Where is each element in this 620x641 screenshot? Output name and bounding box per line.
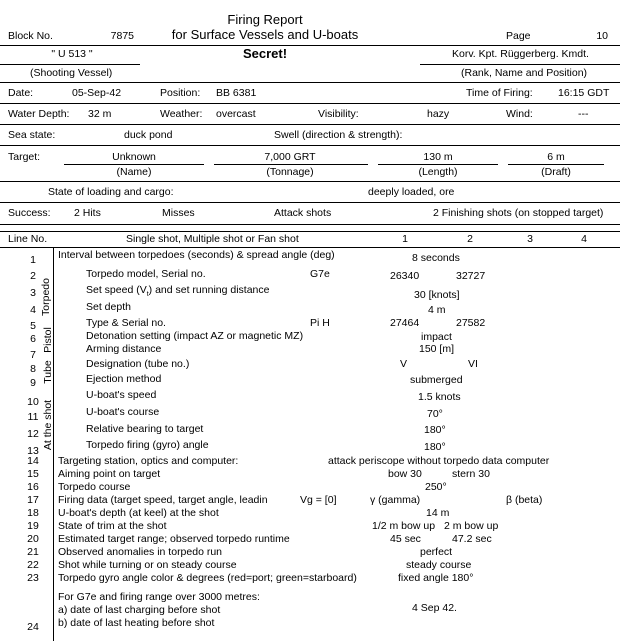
divider <box>0 103 620 104</box>
row-17-label: Firing data (target speed, target angle, leadin <box>58 494 268 506</box>
row-8-value-1: V <box>400 358 408 370</box>
vessel-caption: (Shooting Vessel) <box>30 67 113 79</box>
row-24-value: 4 Sep 42. <box>412 602 457 614</box>
row-17-no: 17 <box>27 494 39 506</box>
report-subtitle: for Surface Vessels and U-boats <box>171 27 359 42</box>
row-1-label: Interval between torpedoes (seconds) & spread angle (deg) <box>58 249 335 261</box>
row-13-no: 13 <box>27 445 39 457</box>
row-17-vg: Vg = [0] <box>300 494 337 506</box>
divider <box>0 224 620 225</box>
row-10-value: 1.5 knots <box>418 391 461 403</box>
target-name: Unknown <box>112 151 156 163</box>
row-2-no: 2 <box>30 270 36 282</box>
row-15-label: Aiming point on target <box>58 468 161 480</box>
shot-type-header: Single shot, Multiple shot or Fan shot <box>126 233 299 245</box>
target-label: Target: <box>8 151 41 163</box>
row-5-label: Type & Serial no. <box>86 317 166 329</box>
sea-state-value: duck pond <box>124 129 173 141</box>
row-19-value-2: 2 m bow up <box>444 520 499 532</box>
report-title: Firing Report <box>227 12 303 27</box>
row-5-no: 5 <box>30 320 36 332</box>
block-value: 7875 <box>110 30 134 42</box>
misses-label: Misses <box>162 207 195 219</box>
row-2-label: Torpedo model, Serial no. <box>86 268 206 280</box>
row-4-value: 4 m <box>428 304 446 316</box>
divider <box>0 64 140 65</box>
row-17-beta: β (beta) <box>506 494 543 506</box>
target-length: 130 m <box>423 151 453 163</box>
row-16-no: 16 <box>27 481 39 493</box>
wind-value: --- <box>578 108 589 120</box>
row-2-value-1: 26340 <box>390 270 420 282</box>
row-4-label: Set depth <box>86 301 131 313</box>
col-4-header: 4 <box>581 233 587 245</box>
row-13-label: Torpedo firing (gyro) angle <box>86 439 209 451</box>
row-3-value: 30 [knots] <box>414 289 460 301</box>
vessel-name: " U 513 " <box>51 48 93 60</box>
row-11-no: 11 <box>27 411 39 423</box>
row-12-no: 12 <box>27 428 39 440</box>
row-11-label: U-boat's course <box>86 406 160 418</box>
row-15-no: 15 <box>27 468 39 480</box>
row-20-no: 20 <box>27 533 39 545</box>
row-8-label: Designation (tube no.) <box>86 358 190 370</box>
row-22-no: 22 <box>27 559 39 571</box>
row-5-value-1: 27464 <box>390 317 420 329</box>
row-3-no: 3 <box>30 287 36 299</box>
divider <box>0 202 620 203</box>
row-4-no: 4 <box>30 304 36 316</box>
row-10-label: U-boat's speed <box>86 389 157 401</box>
row-14-value: attack periscope without torpedo data computer <box>328 455 550 467</box>
depth-value: 32 m <box>88 108 112 120</box>
row-20-value-1: 45 sec <box>390 533 421 545</box>
position-label: Position: <box>160 87 201 99</box>
weather-label: Weather: <box>160 108 203 120</box>
divider <box>420 64 620 65</box>
row-16-value: 250° <box>425 481 447 493</box>
visibility-label: Visibility: <box>318 108 359 120</box>
col-3-header: 3 <box>527 233 533 245</box>
date-value: 05-Sep-42 <box>72 87 122 99</box>
row-20-value-2: 47.2 sec <box>452 533 492 545</box>
group-tube: Tube <box>42 360 54 384</box>
row-23-value: fixed angle 180° <box>398 572 474 584</box>
row-7-value: 150 [m] <box>419 343 455 355</box>
page-label: Page <box>506 30 531 42</box>
row-13-value: 180° <box>424 441 446 453</box>
row-6-no: 6 <box>30 333 36 345</box>
success-label: Success: <box>8 207 51 219</box>
sea-state-label: Sea state: <box>8 129 56 141</box>
line-no-header: Line No. <box>8 233 48 245</box>
row-23-no: 23 <box>27 572 39 584</box>
row-19-value-1: 1/2 m bow up <box>372 520 436 532</box>
row-15-value-1: bow 30 <box>388 468 422 480</box>
col-1-header: 1 <box>402 233 408 245</box>
commander-caption: (Rank, Name and Position) <box>461 67 588 79</box>
row-24-label-2: a) date of last charging before shot <box>58 604 221 616</box>
table-top-border <box>0 231 620 232</box>
secret-label: Secret! <box>242 46 288 61</box>
page-value: 10 <box>596 30 608 42</box>
loading-value: deeply loaded, ore <box>368 186 455 198</box>
row-7-label: Arming distance <box>86 343 162 355</box>
row-8-value-2: VI <box>468 358 478 370</box>
tonnage-caption: (Tonnage) <box>266 166 314 178</box>
row-10-no: 10 <box>27 396 39 408</box>
row-14-label: Targeting station, optics and computer: <box>58 455 239 467</box>
row-7-no: 7 <box>30 349 36 361</box>
row-21-label: Observed anomalies in torpedo run <box>58 546 223 558</box>
row-17-gamma: γ (gamma) <box>370 494 421 506</box>
row-18-label: U-boat's depth (at keel) at the shot <box>58 507 219 519</box>
name-caption: (Name) <box>116 166 152 178</box>
divider <box>64 164 204 165</box>
row-2-type: G7e <box>310 268 330 280</box>
divider <box>378 164 498 165</box>
position-value: BB 6381 <box>216 87 257 99</box>
row-9-value: submerged <box>410 374 463 386</box>
row-18-no: 18 <box>27 507 39 519</box>
divider <box>214 164 368 165</box>
col-2-header: 2 <box>467 233 473 245</box>
swell-label: Swell (direction & strength): <box>274 129 403 141</box>
row-9-no: 9 <box>30 377 36 389</box>
row-15-value-2: stern 30 <box>452 468 490 480</box>
target-draft: 6 m <box>547 151 565 163</box>
row-12-label: Relative bearing to target <box>86 423 204 435</box>
wind-label: Wind: <box>506 108 533 120</box>
target-tonnage: 7,000 GRT <box>264 151 316 163</box>
length-caption: (Length) <box>418 166 458 178</box>
finishing-shots: 2 Finishing shots (on stopped target) <box>433 207 604 219</box>
hits-value: 2 Hits <box>74 207 101 219</box>
row-24-no: 24 <box>27 621 39 633</box>
visibility-value: hazy <box>427 108 450 120</box>
row-6-value: impact <box>421 331 452 343</box>
row-23-label: Torpedo gyro angle color & degrees (red=port; green=starboard) <box>58 572 357 584</box>
commander-name: Korv. Kpt. Rüggerberg. Kmdt. <box>452 48 589 60</box>
date-label: Date: <box>8 87 34 99</box>
row-20-label: Estimated target range; observed torpedo runtime <box>58 533 290 545</box>
row-8-no: 8 <box>30 363 36 375</box>
divider <box>0 181 620 182</box>
divider <box>508 164 604 165</box>
row-14-no: 14 <box>27 455 39 467</box>
row-19-no: 19 <box>27 520 39 532</box>
group-at-the-shot: At the shot <box>42 399 54 451</box>
row-1-value: 8 seconds <box>412 252 460 264</box>
table-header-border <box>0 247 620 248</box>
group-torpedo: Torpedo <box>40 278 52 316</box>
row-16-label: Torpedo course <box>58 481 131 493</box>
row-1-no: 1 <box>30 254 36 266</box>
row-5-value-2: 27582 <box>456 317 486 329</box>
row-5-type: Pi H <box>310 317 330 329</box>
time-label: Time of Firing: <box>466 87 533 99</box>
row-21-value: perfect <box>420 546 453 558</box>
group-pistol: Pistol <box>42 327 54 353</box>
loading-label: State of loading and cargo: <box>48 186 174 198</box>
row-3-label: Set speed $(V_t)$ and set running distance <box>86 284 270 299</box>
row-22-label: Shot while turning or on steady course <box>58 559 237 571</box>
block-label: Block No. <box>8 30 53 42</box>
depth-label: Water Depth: <box>8 108 70 120</box>
attack-shots-label: Attack shots <box>274 207 332 219</box>
draft-caption: (Draft) <box>541 166 571 178</box>
time-value: 16:15 GDT <box>558 87 610 99</box>
row-2-value-2: 32727 <box>456 270 486 282</box>
divider <box>0 82 620 83</box>
row-21-no: 21 <box>27 546 39 558</box>
row-9-label: Ejection method <box>86 373 162 385</box>
row-24-label-3: b) date of last heating before shot <box>58 617 215 629</box>
divider <box>0 124 620 125</box>
row-11-value: 70° <box>427 408 443 420</box>
row-24-label-1: For G7e and firing range over 3000 metres: <box>58 591 260 603</box>
row-18-value: 14 m <box>426 507 450 519</box>
row-22-value: steady course <box>406 559 472 571</box>
row-6-label: Detonation setting (impact AZ or magnetic MZ) <box>86 330 304 342</box>
weather-value: overcast <box>216 108 256 120</box>
row-12-value: 180° <box>424 424 446 436</box>
row-19-label: State of trim at the shot <box>58 520 167 532</box>
divider <box>0 145 620 146</box>
divider <box>0 45 620 46</box>
